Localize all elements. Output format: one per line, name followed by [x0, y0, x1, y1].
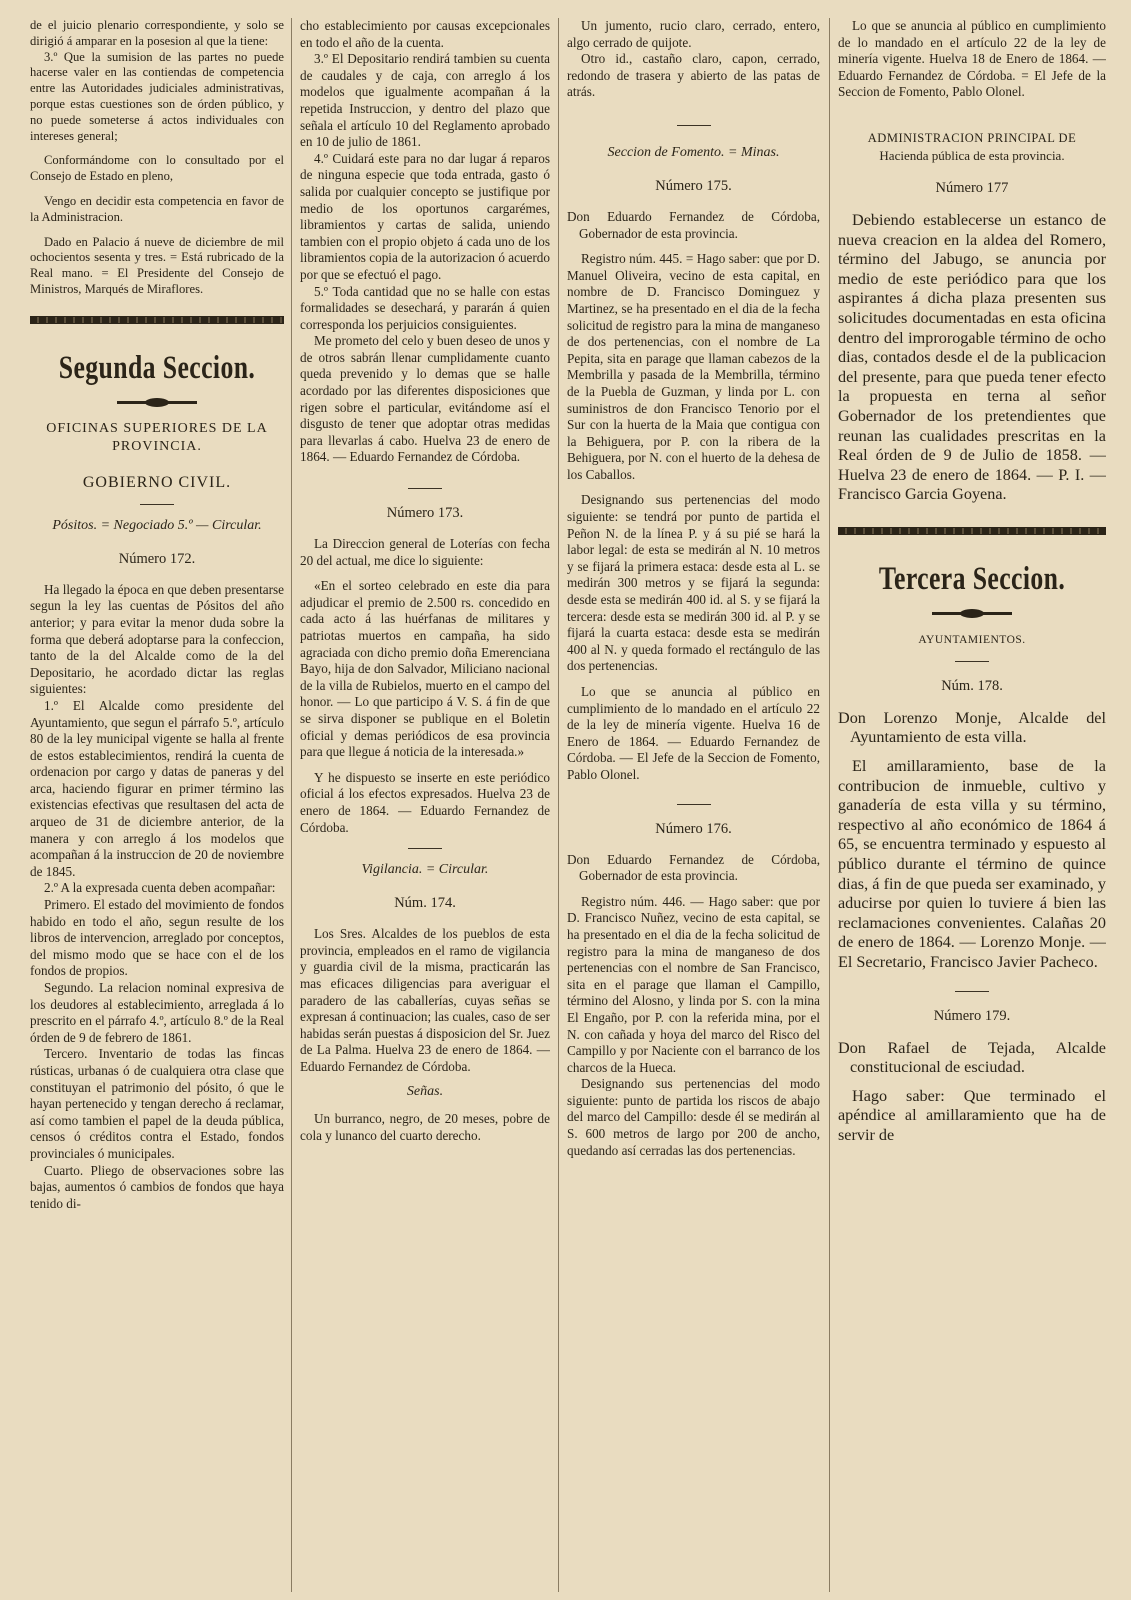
subsection-heading: Pósitos. = Negociado 5.º — Circular.	[52, 517, 262, 533]
senas-heading: Señas.	[406, 1084, 444, 1100]
gobierno-heading: GOBIERNO CIVIL.	[82, 473, 232, 491]
short-rule	[140, 504, 174, 505]
paragraph: «En el sorteo celebrado en este dia para adjudicar el premio de 2.500 rs. concedido en cada acto á las huérfanas de militares y patriotas muertos en campaña, ha sido agraciada con dicho premio doña Emerenciana Bayo, hija de don Salvador, Miliciano nacional de la villa de Rubielos, muerto en el campo del honor. — Lo que participo á V. S. á fin de que se sirva disponer se publique en el Boletin oficial y demas periódicos de esa provincia para que llegue á noticia de la interesada.»	[300, 578, 550, 760]
paragraph: Conformándome con lo consultado por el Consejo de Estado en pleno,	[30, 153, 284, 184]
paragraph: La Direccion general de Loterías con fecha 20 del actual, me dice lo siguiente:	[300, 536, 550, 568]
paragraph: Don Rafael de Tejada, Alcalde constitucional de esciudad.	[838, 1038, 1106, 1077]
short-rule	[955, 991, 989, 992]
ayuntamientos-heading: AYUNTAMIENTOS.	[918, 633, 1026, 646]
short-rule	[408, 848, 442, 849]
paragraph: Un jumento, rucio claro, cerrado, entero, algo cerrado de quijote.	[567, 18, 820, 50]
paragraph: El amillaramiento, base de la contribucion de inmueble, cultivo y ganadería de esta villa y su término, respectivo al año económico de 1864 á 65, se encuentra terminado y espuesto al público durante el término de quince dias, á fin de que pueda ser examinado, y aducirse por quien lo tuviere á bien las reclamaciones convenientes. Calañas 20 de enero de 1864. — Lorenzo Monje. — El Secretario, Francisco Javier Pacheco.	[838, 757, 1106, 971]
column-2	[300, 18, 550, 1592]
column-3	[567, 18, 820, 1592]
paragraph: Los Sres. Alcaldes de los pueblos de esta provincia, empleados en el ramo de vigilancia y guardia civil de la misma, practicarán las mas eficaces diligencias para averiguar el paradero de las caballerías, cuyas señas se expresan á continuacion; las cuales, caso de ser habidas serán puestas á disposicion del Sr. Juez de La Palma. Huelva 23 de enero de 1864. — Eduardo Fernandez de Córdoba.	[300, 926, 550, 1074]
paragraph: Lo que se anuncia al público en cumplimiento de lo mandado en el artículo 22 de la ley de minería vigente. Huelva 16 de Enero de 1864. — Eduardo Fernandez de Córdoba. — El Jefe de la Seccion de Fomento, Pablo Olonel.	[567, 684, 820, 782]
section-title: Segunda Seccion.	[58, 349, 256, 386]
item-number: Número 172.	[118, 550, 196, 567]
paragraph: Debiendo establecerse un estanco de nueva creacion en la aldea del Romero, término del Jabugo, se anuncia por medio de este periódico para que los aspirantes á dicha plaza presenten sus solicitudes documentadas en esta oficina dentro del improrogable término de ocho dias, contados desde el de la publicacion del presente, para que pueda tener efecto la propuesta en terna al señor Gobernador de los pretendientes que reunan las cualidades prescritas en la Real órden de 9 de Julio de 1858. — Huelva 23 de enero de 1864. — P. I. — Francisco Garcia Goyena.	[838, 210, 1106, 504]
subsection-heading: Seccion de Fomento. = Minas.	[607, 144, 780, 160]
paragraph: Un burranco, negro, de 20 meses, pobre de cola y lunanco del cuarto derecho.	[300, 1111, 550, 1144]
paragraph: Otro id., castaño claro, capon, cerrado, redondo de trasera y abierto de las patas de atrás.	[567, 51, 820, 100]
paragraph: Designando sus pertenencias del modo siguiente: se tendrá por punto de partida el Peñon N. de la línea P. y á su pié se hará la labor legal: de esta se medirán al N. 10 metros y se fijará la primera estaca: desde esta al L. se medirán 300 metros y se fijará la segunda: desde esta se medirán 400 id. al S. y se fijará la tercera: desde esta se medirán 300 id. al P. y se fijará la cuarta estaca: desde esta se medirán 400 al N. y queda formado el rectángulo de las dos pertenencias.	[567, 492, 820, 674]
item-number: Número 177	[935, 179, 1009, 196]
short-rule	[955, 661, 989, 662]
paragraph: Segundo. La relacion nominal expresiva de los deudores al establecimiento, arreglada á lo prescrito en el párrafo 4.º, artículo 8.º de la Real órden de 9 de febrero de 1861.	[30, 980, 284, 1045]
paragraph: Hago saber: Que terminado el apéndice al amillaramiento que ha de servir de	[838, 1086, 1106, 1144]
paragraph: Y he dispuesto se inserte en este periódico oficial á los efectos expresados. Huelva 23 de enero de 1864. — Eduardo Fernandez de Córdoba.	[300, 769, 550, 835]
short-rule	[677, 125, 711, 126]
item-number: Número 175.	[655, 177, 732, 194]
item-number: Número 176.	[655, 820, 732, 837]
paragraph: Vengo en decidir esta competencia en favor de la Administracion.	[30, 193, 284, 224]
column-1	[30, 18, 284, 1592]
paragraph: 4.º Cuidará este para no dar lugar á reparos de ninguna especie que toda entrada, gasto ó salida por cualquier concepto se justifique por medio de los oportunos cargarémes, libramientos y cartas de salida, uniendo tambien con el propio objeto á cada uno de los libramientos copia de la autorizacion ó acuerdo por que se efectuó el pago.	[300, 150, 550, 282]
paragraph: cho establecimiento por causas excepcionales en todo el año de la cuenta.	[300, 18, 550, 50]
paragraph: Primero. El estado del movimiento de fondos habido en todo el año, segun resulte de los libros de intervencion, arreglado por conceptos, del mismo modo que se hace con el de los fondos de propios.	[30, 897, 284, 979]
short-rule	[677, 804, 711, 805]
paragraph: 5.º Toda cantidad que no se halle con estas formalidades se desechará, y pararán á quien corresponda los perjuicios consiguientes.	[300, 283, 550, 332]
paragraph: 2.º A la expresada cuenta deben acompañar:	[44, 880, 276, 896]
section-title: Tercera Seccion.	[878, 560, 1066, 597]
ornament-divider	[117, 401, 197, 404]
paragraph: Ha llegado la época en que deben presentarse segun la ley las cuentas de Pósitos del año anterior; y para evitar la menor duda sobre la forma que deberá adoptarse para la confeccion, tanto de la del Alcalde como de la del Depositario, he acordado dictar las reglas siguientes:	[30, 581, 284, 697]
paragraph: Registro núm. 446. — Hago saber: que por D. Francisco Nuñez, vecino de esta capital, se ha presentado en el dia de la fecha solicitud de registro para la mina de manganeso de dos pertenencias con el nombre de San Francisco, sita en el parage que llaman el Campillo, término del Alosno, y linda por S. con la mina El Engaño, por P. con la referida mina, por el N. con cañada y hoya del marco del Risco del Campillo y por Naciente con el barranco de los charcos de la Hueca.	[567, 893, 820, 1075]
decorative-rule	[838, 527, 1106, 535]
item-number: Número 173.	[386, 505, 464, 522]
paragraph: Lo que se anuncia al público en cumplimiento de lo mandado en el artículo 22 de la ley de minería vigente. Huelva 18 de Enero de 1864. — Eduardo Fernandez de Córdoba. = El Jefe de la Seccion de Fomento, Pablo Olonel.	[838, 18, 1106, 100]
paragraph: Don Lorenzo Monje, Alcalde del Ayuntamiento de esta villa.	[838, 708, 1106, 747]
paragraph: 1.º El Alcalde como presidente del Ayuntamiento, que segun el párrafo 5.º, artículo 80 de la ley municipal vigente se halla al frente de estos establecimientos, rendirá la cuenta de ordenacion por cargo y datas de paneras y del arca, haciendo figurar en primer término las existencias efectivas que resultasen del acta de arqueo de 31 de diciembre anterior, de la manera y con arreglo á los modelos que acompañan á la instruccion de 20 de noviembre de 1845.	[30, 697, 284, 879]
paragraph: de el juicio plenario correspondiente, y solo se dirigió á amparar en la posesion al que la tiene:	[30, 18, 284, 48]
admin-heading: ADMINISTRACION PRINCIPAL DE	[867, 130, 1077, 145]
decorative-rule	[30, 316, 284, 324]
column-4	[838, 18, 1106, 1592]
paragraph: Me prometo del celo y buen deseo de unos y de otros sabrán llenar cumplidamente cuanto queda prevenido y lo demas que se halle acordado por las diferentes disposiciones que rigen sobre el particular, evitándome así el disgusto de tener que adoptar otras medidas para llevarlas á cabo. Huelva 23 de enero de 1864. — Eduardo Fernandez de Córdoba.	[300, 333, 550, 465]
paragraph: Registro núm. 445. = Hago saber: que por D. Manuel Oliveira, vecino de esta capital, en nombre de D. Francisco Dominguez y Martinez, se ha presentado en el dia de la fecha solicitud de registro para la mina de manganeso de dos pertenencias, con el nombre de La Pepita, sita en parage que llaman cabezos de la Membrilla y pasada de la Membrilla, término de la Puebla de Guzman, y linda por L. con suministros de don Francisco Tenorio por el Sur con la huerta de la Maia que contigua con la Behiguera, por P. con la ribera de la Behiguera, por N. con el huerto de la dehesa de los Caballos.	[567, 251, 820, 482]
paragraph: Cuarto. Pliego de observaciones sobre las bajas, aumentos ó cambios de fondos que haya tenido di-	[30, 1162, 284, 1211]
paragraph: Dado en Palacio á nueve de diciembre de mil ochocientos sesenta y tres. = Está rubricado de la Real mano. = El Presidente del Consejo de Ministros, Marqués de Miraflores.	[30, 234, 284, 296]
admin-subheading: Hacienda pública de esta provincia.	[879, 147, 1065, 163]
ornament-divider	[932, 612, 1012, 615]
paragraph: Don Eduardo Fernandez de Córdoba, Gobernador de esta provincia.	[567, 208, 820, 241]
paragraph: Designando sus pertenencias del modo siguiente: punto de partida los riscos de abajo del marco del Campillo: desde él se medirán al S. 600 metros de largo por 200 de ancho, quedando así cerradas las dos pertenencias.	[567, 1076, 820, 1158]
paragraph: Tercero. Inventario de todas las fincas rústicas, urbanas ó de cualquiera otra clase que constituyan el patrimonio del pósito, ó que le hayan pertenecido y tengan derecho á reclamar, así como tambien el papel de la deuda pública, censos ó créditos contra el Estado, fondos provinciales ó municipales.	[30, 1046, 284, 1161]
subsection-heading: Vigilancia. = Circular.	[361, 862, 489, 878]
office-heading: OFICINAS SUPERIORES DE LA PROVINCIA.	[46, 420, 268, 454]
item-number: Núm. 178.	[941, 677, 1003, 694]
item-number: Núm. 174.	[394, 895, 456, 912]
paragraph: Don Eduardo Fernandez de Córdoba, Gobernador de esta provincia.	[567, 851, 820, 884]
paragraph: 3.º Que la sumision de las partes no puede hacerse valer en las contiendas de competencia entre las Autoridades judiciales administrativas, porque estas cuestiones son de órden público, y no puede someterse á actos individuales con intereses general;	[30, 49, 284, 143]
item-number: Número 179.	[933, 1007, 1011, 1024]
short-rule	[408, 488, 442, 489]
paragraph: 3.º El Depositario rendirá tambien su cuenta de caudales y de caja, con arreglo á los modelos que igualmente acompañan á la repetida Instruccion, y dentro del plazo que señala el artículo 10 del Reglamento aprobado en 10 de julio de 1861.	[300, 51, 550, 150]
